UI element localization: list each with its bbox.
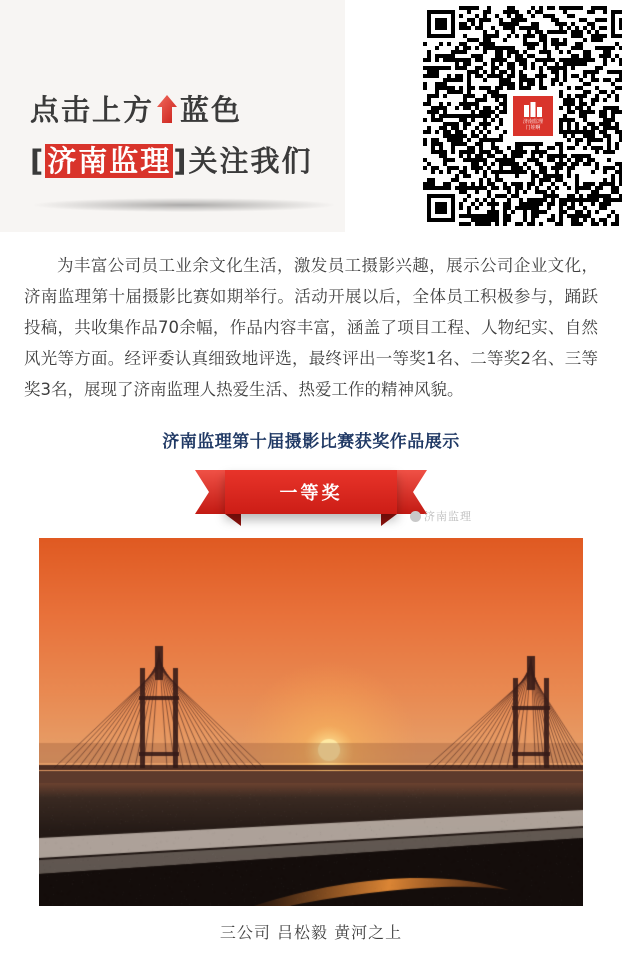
qr-code-icon[interactable] [423,6,622,226]
cta-text-block [30,88,330,180]
bracket-close: ] [173,144,189,178]
award-photo [39,538,583,906]
ribbon-tail-left [195,470,227,514]
ribbon-body [225,470,397,514]
section-title: 济南监理第十届摄影比赛获奖作品展示 [162,432,460,452]
photo-caption: 三公司 吕松毅 黄河之上 [219,923,403,942]
photo-canvas [39,538,583,906]
up-arrow-icon [154,94,180,124]
brand-name: 济南监理 [47,144,172,178]
watermark-logo-icon [410,511,421,522]
qr-logo-text: 济南监理 门娃啊 [522,118,543,131]
award-ribbon [195,470,427,514]
cta-shadow [34,198,334,212]
article-body: 为丰富公司员工业余文化生活，激发员工摄影兴趣，展示公司企业文化，济南监理第十届摄影比赛如期举行。活动开展以后，全体员工积极参与，踊跃投稿，共收集作品70余幅，作品内容丰富，涵盖了项目工程、人物纪实、自然风光等方面。经评委认真细致地评选，最终评出一等奖1名、二等奖2名、三等奖3名，展现了济南监理人热爱生活、热爱工作的精神风貌。 [24,256,598,399]
ribbon-fold-right [381,514,397,526]
ribbon-label: 一等奖 [279,483,343,504]
qr-center-logo [510,93,556,139]
cta-panel [0,0,345,232]
ribbon-fold-left [225,514,241,526]
logo-mark-icon [523,102,543,118]
cta-line1-suffix: 蓝色 [180,93,243,127]
qr-panel [345,0,622,232]
cta-line-1 [30,88,330,129]
award-ribbon-area [0,462,622,538]
header-banner [0,0,622,232]
cta-line1-prefix: 点击上方 [30,93,155,127]
cta-line2-suffix: 关注我们 [188,144,313,178]
bracket-open: [ [30,144,46,178]
cta-line-2 [30,139,330,180]
watermark [410,508,472,524]
watermark-text: 济南监理 [424,511,472,523]
